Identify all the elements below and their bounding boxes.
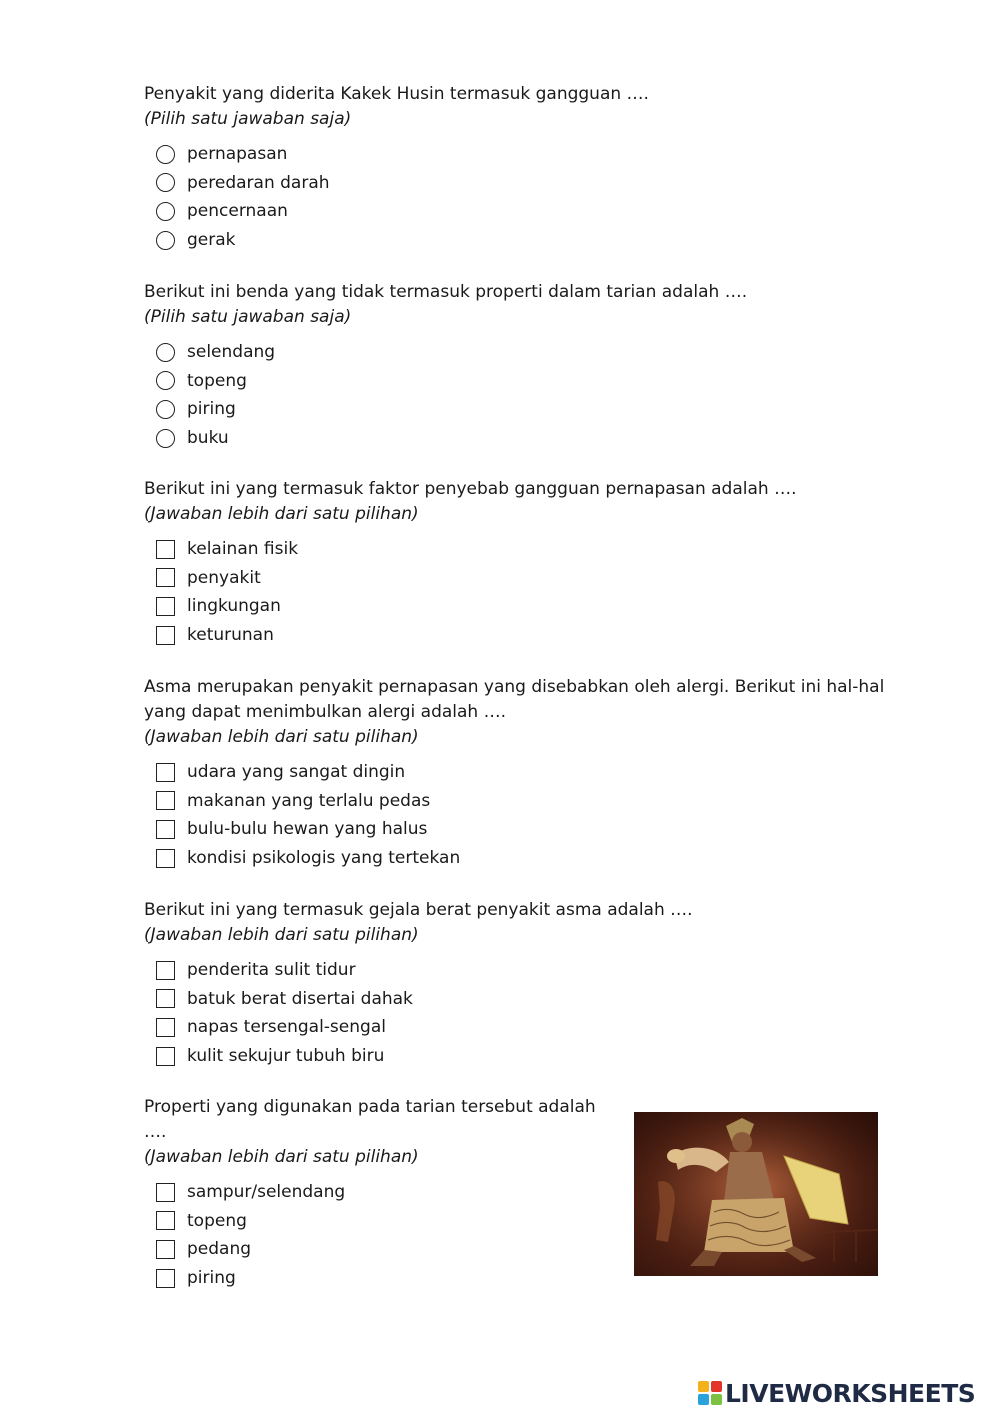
option-label: sampur/selendang xyxy=(187,1182,346,1203)
option-topeng[interactable] xyxy=(156,367,914,396)
option-label: keturunan xyxy=(187,625,274,646)
option-pencernaan[interactable] xyxy=(156,197,914,226)
radio-button[interactable] xyxy=(156,429,175,448)
option-label: topeng xyxy=(187,1210,247,1231)
option-label: buku xyxy=(187,428,229,449)
option-napas-tersengal[interactable] xyxy=(156,1013,914,1042)
dance-photo xyxy=(634,1112,878,1276)
checkbox[interactable] xyxy=(156,1047,175,1066)
option-gerak[interactable] xyxy=(156,226,914,255)
question-text: Berikut ini yang termasuk gejala berat penyakit asma adalah …. xyxy=(144,900,693,920)
option-label: udara yang sangat dingin xyxy=(187,762,406,783)
checkbox[interactable] xyxy=(156,1211,175,1230)
option-peredaran-darah[interactable] xyxy=(156,169,914,198)
option-label: piring xyxy=(187,1268,236,1289)
option-label: penyakit xyxy=(187,567,261,588)
option-pernapasan[interactable] xyxy=(156,140,914,169)
question-hint: (Jawaban lebih dari satu pilihan) xyxy=(144,727,419,747)
radio-button[interactable] xyxy=(156,173,175,192)
question-text: Properti yang digunakan pada tarian tersebut adalah …. xyxy=(144,1097,596,1142)
question-5 xyxy=(144,898,914,1070)
option-bulu-hewan[interactable] xyxy=(156,815,914,844)
option-label: lingkungan xyxy=(187,596,281,617)
option-label: bulu-bulu hewan yang halus xyxy=(187,819,428,840)
checkbox[interactable] xyxy=(156,961,175,980)
question-text: Berikut ini yang termasuk faktor penyebab gangguan pernapasan adalah …. xyxy=(144,479,797,499)
option-piring[interactable] xyxy=(156,1264,614,1293)
option-udara-dingin[interactable] xyxy=(156,758,914,787)
question-2 xyxy=(144,280,914,452)
option-sampur-selendang[interactable] xyxy=(156,1178,614,1207)
option-label: kulit sekujur tubuh biru xyxy=(187,1046,385,1067)
option-label: topeng xyxy=(187,370,247,391)
option-label: kondisi psikologis yang tertekan xyxy=(187,848,461,869)
option-label: batuk berat disertai dahak xyxy=(187,988,413,1009)
option-label: piring xyxy=(187,399,236,420)
option-label: makanan yang terlalu pedas xyxy=(187,790,431,811)
option-selendang[interactable] xyxy=(156,338,914,367)
radio-button[interactable] xyxy=(156,202,175,221)
radio-button[interactable] xyxy=(156,371,175,390)
option-sulit-tidur[interactable] xyxy=(156,956,914,985)
option-kondisi-psikologis[interactable] xyxy=(156,844,914,873)
option-label: selendang xyxy=(187,342,276,363)
radio-button[interactable] xyxy=(156,231,175,250)
question-hint: (Jawaban lebih dari satu pilihan) xyxy=(144,925,419,945)
option-label: kelainan fisik xyxy=(187,539,299,560)
question-text: Penyakit yang diderita Kakek Husin termasuk gangguan …. xyxy=(144,84,649,104)
checkbox[interactable] xyxy=(156,568,175,587)
question-4 xyxy=(144,675,914,872)
liveworksheets-brand xyxy=(698,1377,975,1409)
option-label: penderita sulit tidur xyxy=(187,960,356,981)
option-label: gerak xyxy=(187,230,236,251)
brand-name: LIVEWORKSHEETS xyxy=(725,1378,976,1408)
question-6 xyxy=(144,1095,614,1292)
option-label: pencernaan xyxy=(187,201,288,222)
option-keturunan[interactable] xyxy=(156,621,914,650)
checkbox[interactable] xyxy=(156,597,175,616)
question-hint: (Pilih satu jawaban saja) xyxy=(144,109,352,129)
radio-button[interactable] xyxy=(156,400,175,419)
checkbox[interactable] xyxy=(156,791,175,810)
checkbox[interactable] xyxy=(156,989,175,1008)
checkbox[interactable] xyxy=(156,626,175,645)
option-piring[interactable] xyxy=(156,395,914,424)
option-lingkungan[interactable] xyxy=(156,592,914,621)
checkbox[interactable] xyxy=(156,1269,175,1288)
question-text: Berikut ini benda yang tidak termasuk properti dalam tarian adalah …. xyxy=(144,282,748,302)
option-batuk-berat[interactable] xyxy=(156,985,914,1014)
question-text: Asma merupakan penyakit pernapasan yang disebabkan oleh alergi. Berikut ini hal-hal yang dapat menimbulkan alergi adalah …. xyxy=(144,677,885,722)
checkbox[interactable] xyxy=(156,1018,175,1037)
question-hint: (Jawaban lebih dari satu pilihan) xyxy=(144,1147,419,1167)
liveworksheets-logo-icon xyxy=(698,1381,722,1405)
option-label: pernapasan xyxy=(187,144,288,165)
option-label: pedang xyxy=(187,1239,252,1260)
option-kulit-biru[interactable] xyxy=(156,1042,914,1071)
question-hint: (Jawaban lebih dari satu pilihan) xyxy=(144,504,419,524)
checkbox[interactable] xyxy=(156,540,175,559)
dancer-illustration xyxy=(634,1112,878,1276)
option-makanan-pedas[interactable] xyxy=(156,787,914,816)
option-penyakit[interactable] xyxy=(156,564,914,593)
option-label: peredaran darah xyxy=(187,172,330,193)
checkbox[interactable] xyxy=(156,820,175,839)
radio-button[interactable] xyxy=(156,343,175,362)
option-pedang[interactable] xyxy=(156,1235,614,1264)
option-buku[interactable] xyxy=(156,424,914,453)
checkbox[interactable] xyxy=(156,763,175,782)
option-label: napas tersengal-sengal xyxy=(187,1017,386,1038)
checkbox[interactable] xyxy=(156,849,175,868)
question-3 xyxy=(144,477,914,649)
question-1 xyxy=(144,82,914,254)
checkbox[interactable] xyxy=(156,1240,175,1259)
option-topeng[interactable] xyxy=(156,1207,614,1236)
question-hint: (Pilih satu jawaban saja) xyxy=(144,307,352,327)
option-kelainan-fisik[interactable] xyxy=(156,535,914,564)
checkbox[interactable] xyxy=(156,1183,175,1202)
radio-button[interactable] xyxy=(156,145,175,164)
